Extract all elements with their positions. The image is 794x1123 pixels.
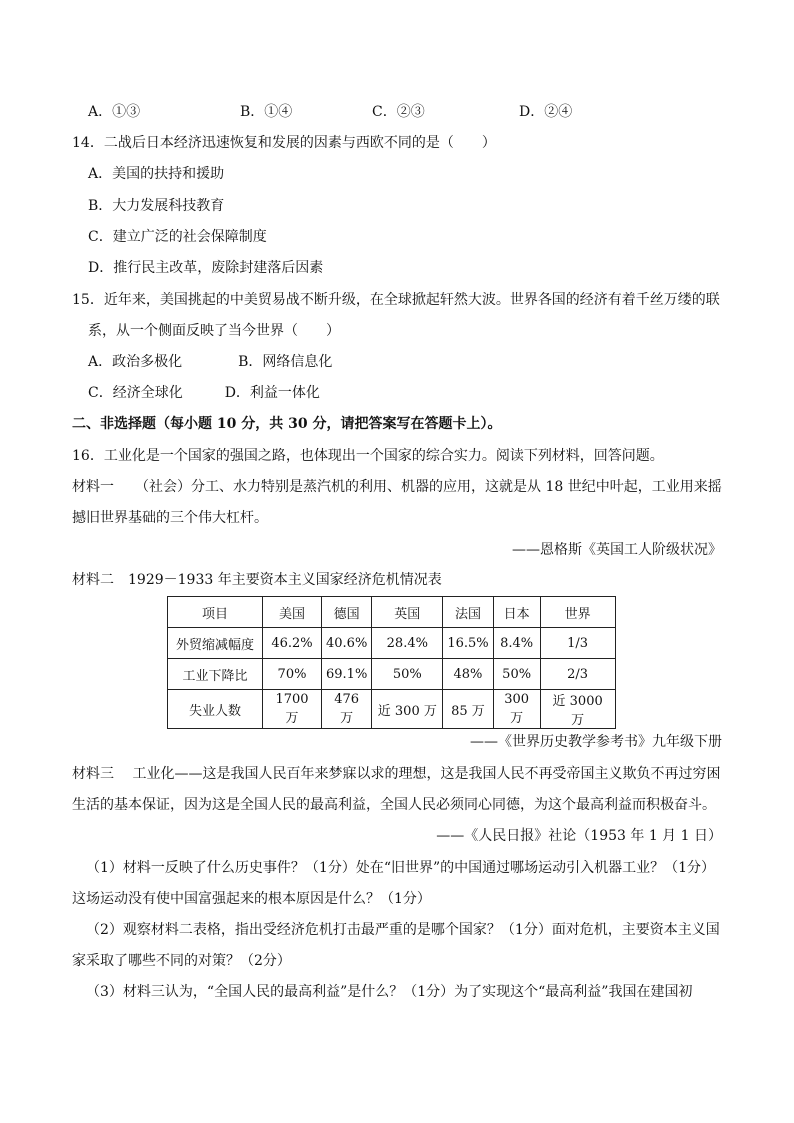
table-header: 美国 [263, 597, 322, 628]
table-cell: 85 万 [443, 690, 493, 729]
subquestion1-line1: （1）材料一反映了什么历史事件？（1分）处在“旧世界”的中国通过哪场运动引入机器工业？（1分） [86, 860, 716, 876]
material1-line1: 材料一 （社会）分工、水力特别是蒸汽机的利用、机器的应用，这就是从 18 世纪中叶起，工业用来摇 [72, 479, 722, 495]
table-cell: 近 3000 万 [540, 690, 615, 729]
table-row [168, 628, 616, 659]
table-header: 法国 [443, 597, 493, 628]
q15-options-row1: A．政治多极化 B．网络信息化 [88, 354, 333, 370]
subquestion1-line2: 这场运动没有使中国富强起来的根本原因是什么？（1分） [72, 891, 431, 907]
q14-option-b: B．大力发展科技教育 [88, 198, 225, 214]
material1-source: ——恩格斯《英国工人阶级状况》 [512, 542, 722, 558]
q16-stem: 16．工业化是一个国家的强国之路，也体现出一个国家的综合实力。阅读下列材料，回答问题。 [72, 448, 664, 464]
subquestion2-line2: 家采取了哪些不同的对策？（2分） [72, 953, 291, 969]
material3-line2: 生活的基本保证，因为这是全国人民的最高利益，全国人民必须同心同德，为这个最高利益而积极奋斗。 [72, 797, 716, 813]
material3-line1: 材料三 工业化——这是我国人民百年来梦寐以求的理想，这是我国人民不再受帝国主义欺负不再过穷困 [72, 766, 721, 782]
table-row [168, 659, 616, 690]
table-cell: 1700 万 [263, 690, 322, 729]
q13-options [88, 102, 628, 122]
table-header-row [168, 597, 616, 628]
table-cell: 8.4% [493, 628, 540, 659]
q14-option-c: C．建立广泛的社会保障制度 [88, 229, 267, 245]
table-header: 日本 [493, 597, 540, 628]
subquestion3-line1: （3）材料三认为，“全国人民的最高利益”是什么？（1分）为了实现这个“最高利益”我国在建国初 [86, 984, 693, 1000]
table-cell: 300 万 [493, 690, 540, 729]
table-header: 项目 [168, 597, 263, 628]
q13-option-b: B．①④ [240, 104, 293, 120]
table-cell: 1/3 [540, 628, 615, 659]
q14-option-d: D．推行民主改革，废除封建落后因素 [88, 260, 324, 276]
material2-title: 材料二 1929－1933 年主要资本主义国家经济危机情况表 [72, 572, 442, 588]
table-cell: 28.4% [372, 628, 443, 659]
table-row [168, 690, 616, 729]
table-cell: 476 万 [322, 690, 372, 729]
q15-stem-line1: 15．近年来，美国挑起的中美贸易战不断升级，在全球掀起轩然大波。世界各国的经济有着千丝万缕的联 [72, 292, 720, 308]
q13-option-c: C．②③ [372, 104, 425, 120]
material1-line2: 撼旧世界基础的三个伟大杠杆。 [72, 510, 268, 526]
q14-option-a: A．美国的扶持和援助 [88, 166, 225, 182]
subquestion2-line1: （2）观察材料二表格，指出受经济危机打击最严重的是哪个国家？（1分）面对危机，主要资本主义国 [86, 922, 720, 938]
table-cell: 近 300 万 [372, 690, 443, 729]
table-cell: 40.6% [322, 628, 372, 659]
table-cell: 失业人数 [168, 690, 263, 729]
table-cell: 70% [263, 659, 322, 690]
q15-options-row2: C．经济全球化 D．利益一体化 [88, 385, 320, 401]
table-cell: 50% [372, 659, 443, 690]
q13-option-a: A．①③ [88, 104, 141, 120]
material3-source: ——《人民日报》社论（1953 年 1 月 1 日） [436, 828, 722, 844]
material2-source: ——《世界历史教学参考书》九年级下册 [470, 734, 722, 750]
table-cell: 46.2% [263, 628, 322, 659]
table-cell: 50% [493, 659, 540, 690]
table-cell: 2/3 [540, 659, 615, 690]
q14-stem: 14．二战后日本经济迅速恢复和发展的因素与西欧不同的是（ ） [72, 135, 496, 151]
q15-stem-line2: 系，从一个侧面反映了当今世界（ ） [88, 323, 340, 339]
table-header: 德国 [322, 597, 372, 628]
table-header: 世界 [540, 597, 615, 628]
table-cell: 16.5% [443, 628, 493, 659]
table-cell: 工业下降比 [168, 659, 263, 690]
table-cell: 48% [443, 659, 493, 690]
section2-title: 二、非选择题（每小题 10 分，共 30 分，请把答案写在答题卡上）。 [72, 416, 502, 432]
q13-option-d: D．②④ [519, 104, 573, 120]
crisis-table [167, 596, 616, 729]
table-header: 英国 [372, 597, 443, 628]
table-cell: 69.1% [322, 659, 372, 690]
table-cell: 外贸缩减幅度 [168, 628, 263, 659]
